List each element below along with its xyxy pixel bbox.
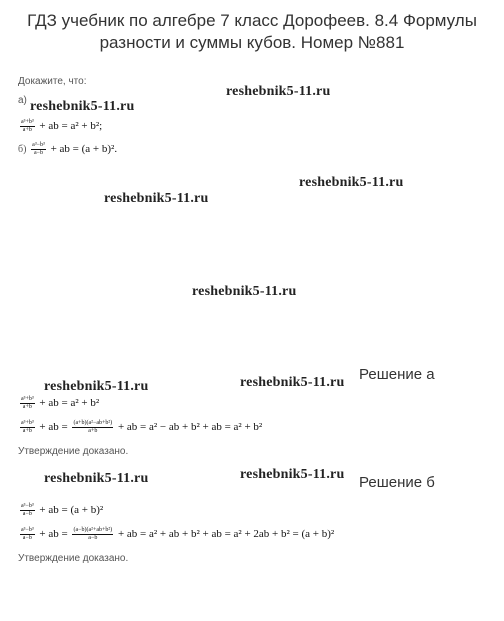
fraction-denominator: a−b — [22, 535, 32, 541]
watermark: reshebnik5-11.ru — [192, 284, 297, 299]
fraction-numerator: (a+b)(a²−ab+b²) — [73, 420, 113, 426]
page-title-line2: разности и суммы кубов. Номер №881 — [99, 33, 405, 52]
solution-b-line2-mid: + ab = — [39, 528, 68, 541]
solution-a-line2-rest: + ab = a² − ab + b² + ab = a² + b² — [117, 421, 263, 434]
watermark: reshebnik5-11.ru — [299, 175, 404, 190]
solution-a-conclusion: Утверждение доказано. — [18, 446, 129, 457]
fraction-numerator: a³+b³ — [21, 420, 34, 426]
task-b-label: б) — [18, 144, 27, 156]
watermark: reshebnik5-11.ru — [240, 467, 345, 482]
task-prompt: Докажите, что: — [18, 76, 87, 87]
task-b-formula — [18, 142, 117, 157]
solution-b-fraction — [20, 503, 35, 518]
fraction-denominator: a−b — [33, 150, 44, 156]
fraction-numerator: a³−b³ — [32, 142, 45, 148]
solution-a-big-fraction — [72, 420, 113, 435]
solution-a-line1 — [18, 396, 99, 411]
watermark: reshebnik5-11.ru — [44, 379, 149, 394]
solution-b-line2 — [18, 527, 334, 542]
task-a-fraction — [20, 119, 35, 134]
solution-a-line2-mid: + ab = — [39, 421, 68, 434]
fraction-denominator: a+b — [88, 428, 98, 434]
watermark: reshebnik5-11.ru — [226, 84, 331, 99]
solution-b-big-fraction — [72, 527, 113, 542]
solution-a-fraction — [20, 396, 35, 411]
solution-b-line1 — [18, 503, 103, 518]
task-a-rest: + ab = a² + b²; — [39, 120, 103, 133]
task-a-formula — [18, 119, 102, 134]
fraction-denominator: a+b — [22, 404, 32, 410]
page-title — [0, 10, 504, 54]
fraction-denominator: a−b — [22, 511, 32, 517]
fraction-denominator: a+b — [22, 428, 32, 434]
fraction-denominator: a−b — [88, 535, 98, 541]
solution-b-line1-rest: + ab = (a + b)² — [39, 504, 104, 517]
solution-b-line2-rest: + ab = a² + ab + b² + ab = a² + 2ab + b² = (a + b)² — [117, 528, 335, 541]
watermark: reshebnik5-11.ru — [104, 191, 209, 206]
fraction-numerator: (a−b)(a²+ab+b²) — [73, 527, 113, 533]
solution-b-fraction — [20, 527, 35, 542]
watermark: reshebnik5-11.ru — [240, 375, 345, 390]
solution-a-line2 — [18, 420, 262, 435]
task-a-label: а) — [18, 95, 27, 106]
solution-a-heading: Решение а — [359, 366, 435, 383]
fraction-numerator: a³+b³ — [21, 396, 34, 402]
solution-b-conclusion: Утверждение доказано. — [18, 553, 129, 564]
fraction-numerator: a³+b³ — [21, 119, 34, 125]
solution-a-line1-rest: + ab = a² + b² — [39, 397, 100, 410]
watermark: reshebnik5-11.ru — [44, 471, 149, 486]
page-title-line1: ГДЗ учебник по алгебре 7 класс Дорофеев. 8.4 Формулы — [27, 11, 477, 30]
fraction-numerator: a³−b³ — [21, 503, 34, 509]
fraction-denominator: a+b — [22, 127, 32, 133]
task-b-fraction — [31, 142, 46, 157]
solution-b-heading: Решение б — [359, 474, 435, 491]
solution-a-fraction — [20, 420, 35, 435]
fraction-numerator: a³−b³ — [21, 527, 34, 533]
task-b-rest: + ab = (a + b)². — [50, 143, 118, 156]
watermark: reshebnik5-11.ru — [30, 99, 135, 114]
